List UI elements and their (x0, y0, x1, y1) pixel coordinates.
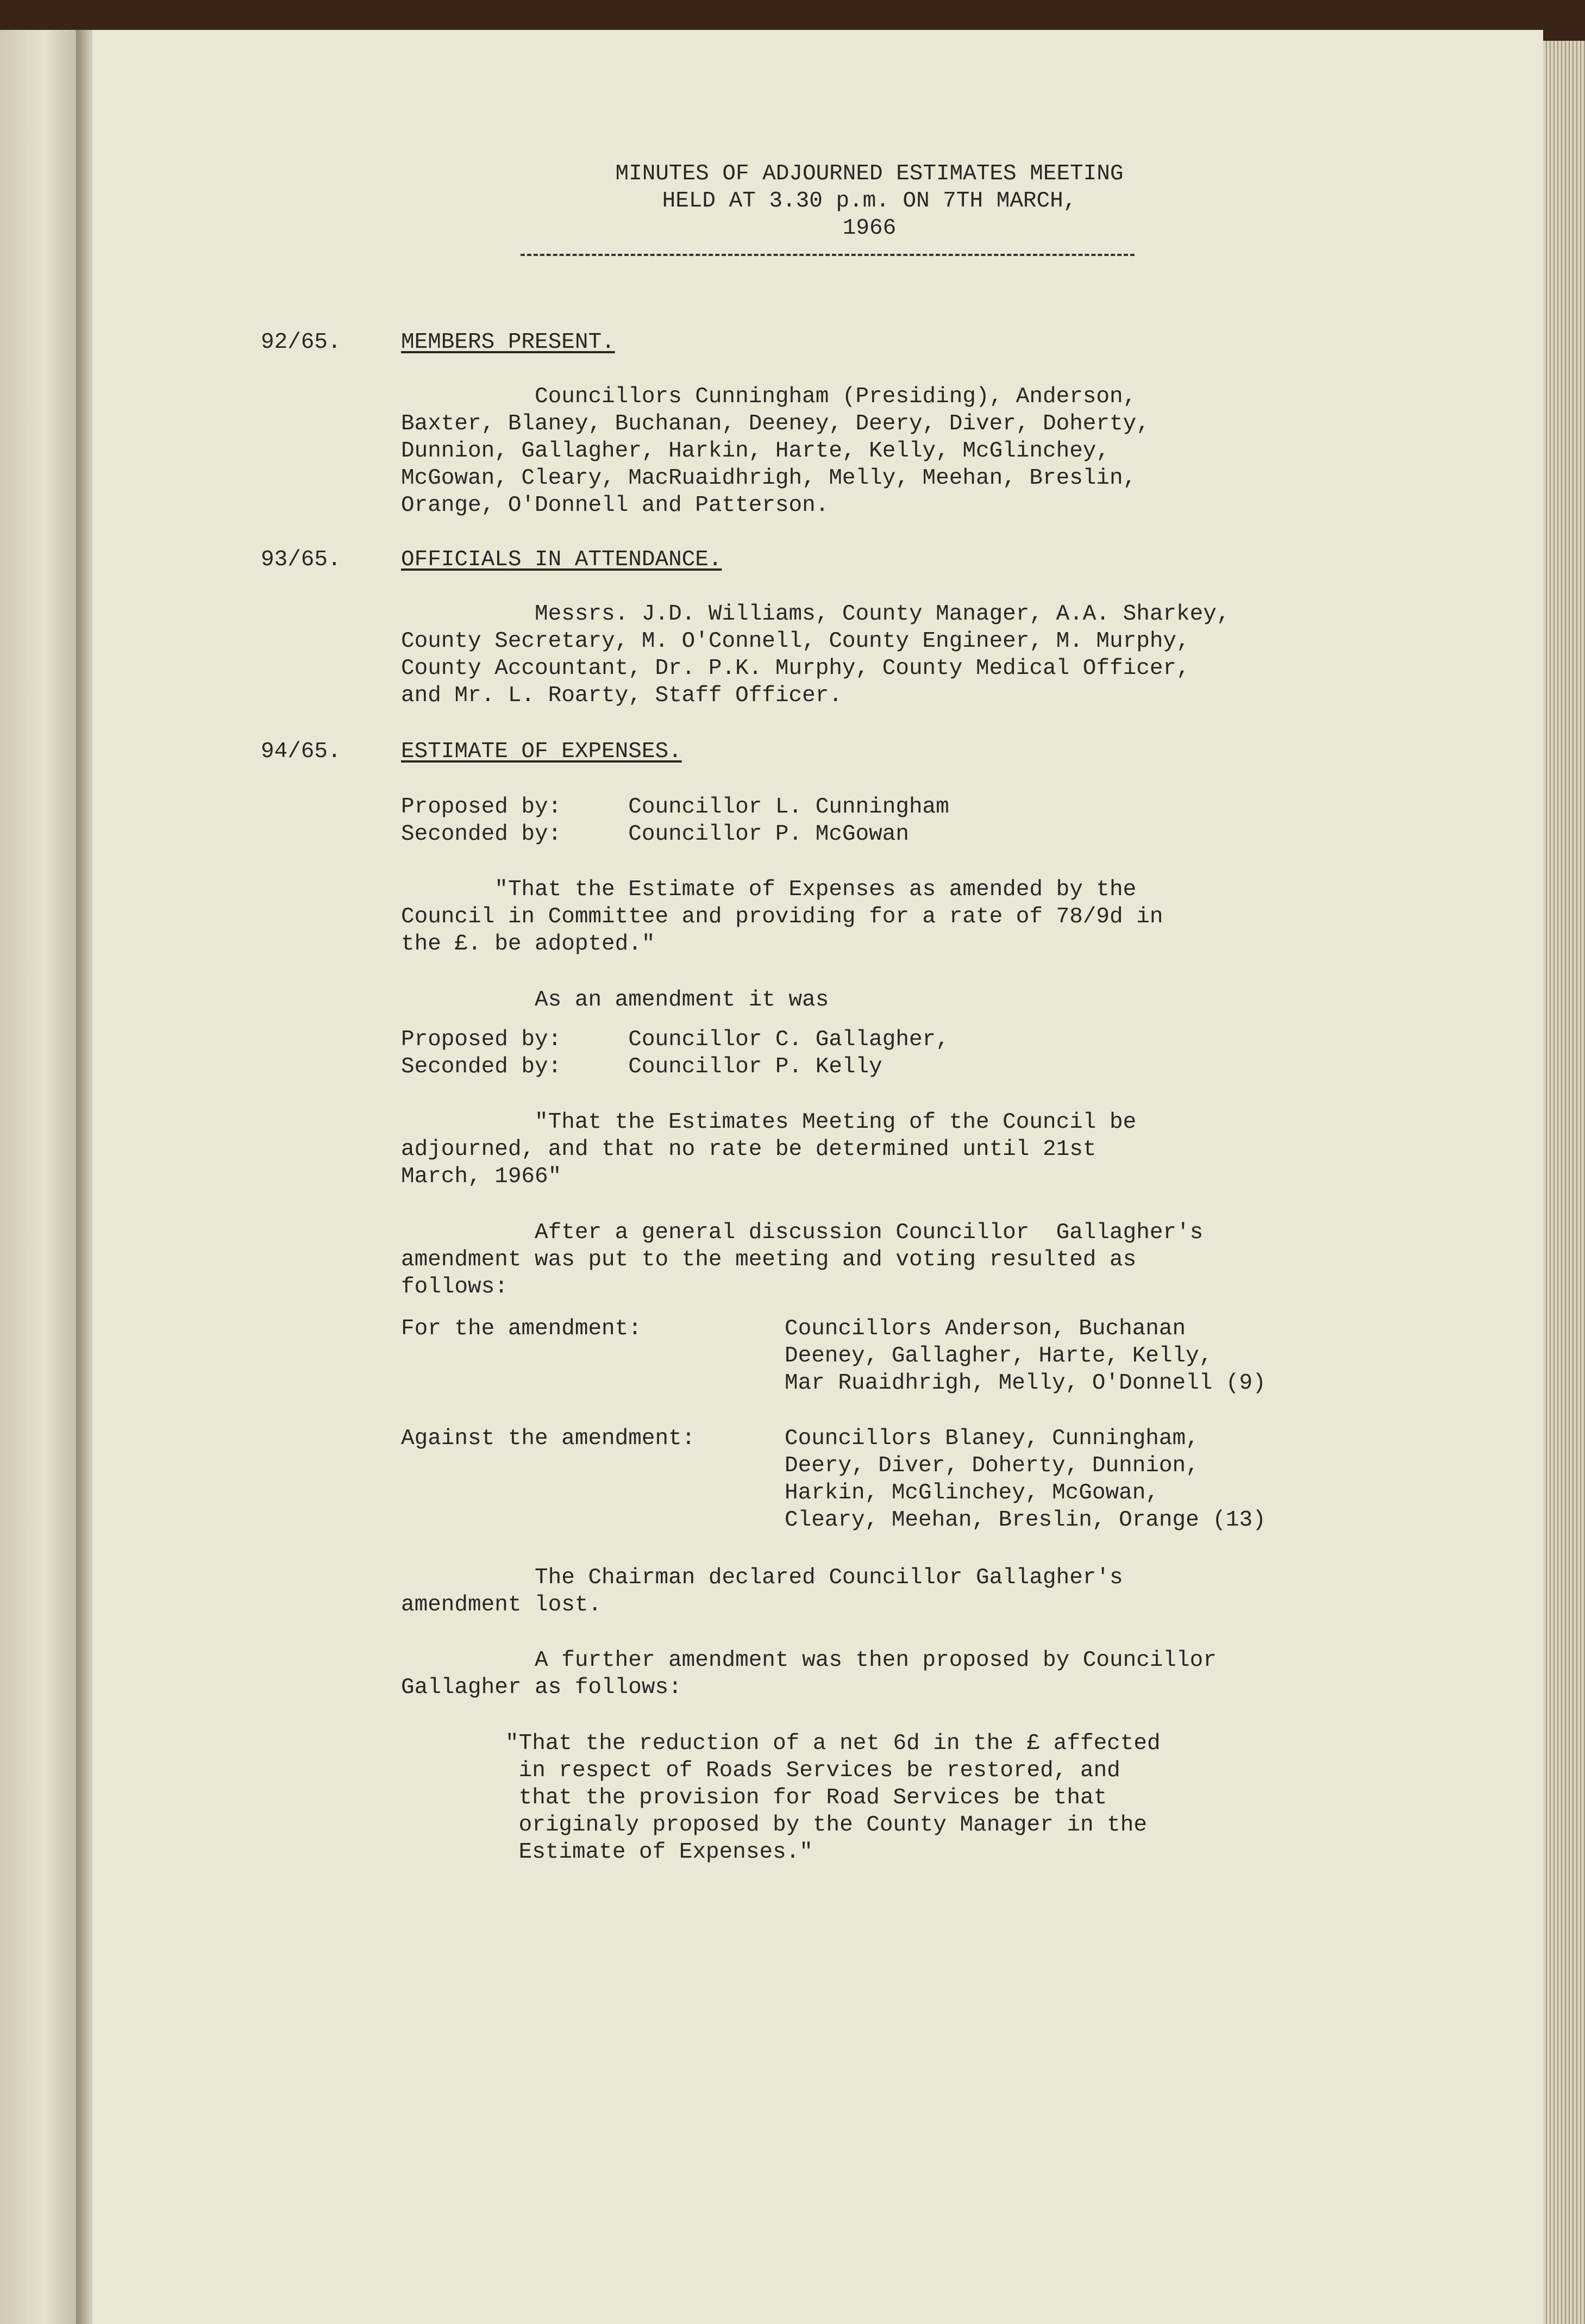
members-line-4: McGowan, Cleary, MacRuaidhrigh, Melly, Meehan, Breslin, (401, 466, 1137, 491)
members-line-2: Baxter, Blaney, Buchanan, Deeney, Deery, Diver, Doherty, (401, 411, 1150, 436)
vote-for-line-1: Councillors Anderson, Buchanan (785, 1316, 1186, 1341)
discussion-line-2: amendment was put to the meeting and voting resulted as (401, 1247, 1137, 1272)
discussion-line-3: follows: (401, 1275, 508, 1300)
quote3-line-2: in respect of Roads Services be restored, and (505, 1758, 1120, 1783)
vote-against-line-4: Cleary, Meehan, Breslin, Orange (13) (785, 1508, 1266, 1533)
title-divider (521, 254, 1135, 256)
quote2-line-1: "That the Estimates Meeting of the Council be (401, 1110, 1137, 1135)
vote-against-label: Against the amendment: (401, 1426, 696, 1451)
title-line-1: MINUTES OF ADJOURNED ESTIMATES MEETING (615, 161, 1124, 186)
discussion-line-1: After a general discussion Councillor Gallagher's (401, 1220, 1204, 1245)
quote1-line-3: the £. be adopted." (401, 932, 655, 957)
title-line-3: 1966 (842, 216, 897, 241)
quote2-line-2: adjourned, and that no rate be determined until 21st (401, 1137, 1097, 1162)
members-line-1: Councillors Cunningham (Presiding), Anderson, (401, 384, 1137, 409)
vote-for-line-2: Deeney, Gallagher, Harte, Kelly, (785, 1344, 1213, 1369)
vote-against-line-3: Harkin, McGlinchey, McGowan, (785, 1480, 1159, 1505)
quote3-line-4: originaly proposed by the County Manager in the (505, 1813, 1147, 1838)
quote3-line-3: that the provision for Road Services be that (505, 1785, 1107, 1810)
officials-line-2: County Secretary, M. O'Connell, County Engineer, M. Murphy, (401, 629, 1190, 654)
motion1-seconded: Seconded by: Councillor P. McGowan (401, 822, 909, 847)
left-page-edge (0, 30, 82, 2324)
motion2-proposed: Proposed by: Councillor C. Gallagher, (401, 1027, 949, 1052)
item-number-93: 93/65. (261, 547, 341, 572)
further-line-2: Gallagher as follows: (401, 1675, 682, 1700)
members-line-3: Dunnion, Gallagher, Harkin, Harte, Kelly, McGlinchey, (401, 439, 1110, 464)
heading-members-present: MEMBERS PRESENT. (401, 330, 615, 355)
motion1-proposed: Proposed by: Councillor L. Cunningham (401, 795, 949, 820)
title-line-2: HELD AT 3.30 p.m. ON 7TH MARCH, (662, 189, 1077, 214)
quote1-line-2: Council in Committee and providing for a rate of 78/9d in (401, 904, 1163, 929)
members-line-5: Orange, O'Donnell and Patterson. (401, 493, 829, 518)
officials-line-1: Messrs. J.D. Williams, County Manager, A.A. Sharkey, (401, 602, 1230, 627)
vote-against-line-2: Deery, Diver, Doherty, Dunnion, (785, 1453, 1199, 1478)
quote3-line-1: "That the reduction of a net 6d in the £ affected (505, 1731, 1161, 1756)
quote3-line-5: Estimate of Expenses." (505, 1840, 813, 1865)
further-line-1: A further amendment was then proposed by Councillor (401, 1648, 1217, 1673)
heading-officials: OFFICIALS IN ATTENDANCE. (401, 547, 722, 572)
item-number-92: 92/65. (261, 330, 341, 355)
amendment-intro: As an amendment it was (401, 988, 829, 1013)
item-number-94: 94/65. (261, 739, 341, 764)
page-stack-edge (1543, 41, 1585, 2324)
quote2-line-3: March, 1966" (401, 1164, 562, 1189)
motion2-seconded: Seconded by: Councillor P. Kelly (401, 1054, 882, 1079)
officials-line-3: County Accountant, Dr. P.K. Murphy, County Medical Officer, (401, 656, 1190, 681)
declared-line-2: amendment lost. (401, 1592, 602, 1617)
declared-line-1: The Chairman declared Councillor Gallagher's (401, 1565, 1123, 1590)
heading-estimate: ESTIMATE OF EXPENSES. (401, 739, 682, 764)
vote-against-line-1: Councillors Blaney, Cunningham, (785, 1426, 1199, 1451)
document-page (92, 30, 1543, 2324)
vote-for-label: For the amendment: (401, 1316, 642, 1341)
quote1-line-1: "That the Estimate of Expenses as amended by the (401, 877, 1137, 902)
officials-line-4: and Mr. L. Roarty, Staff Officer. (401, 683, 842, 708)
vote-for-line-3: Mar Ruaidhrigh, Melly, O'Donnell (9) (785, 1371, 1266, 1396)
